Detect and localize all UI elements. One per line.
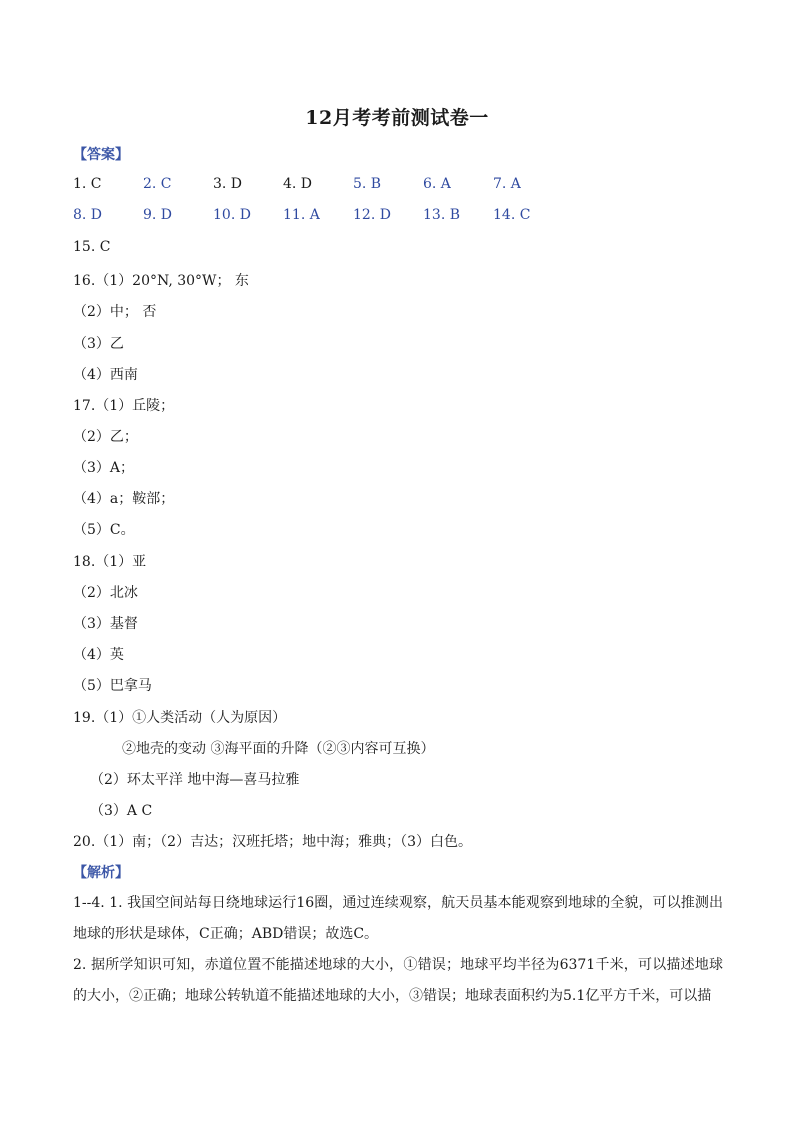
mc-answer: 14. C [493,207,531,223]
answer-line-16-3: （3）乙 [73,336,124,352]
answer-line-17-5: （5）C。 [73,522,135,538]
mc-answer: 12. D [353,207,391,223]
analysis-paragraph: 2. 据所学知识可知，赤道位置不能描述地球的大小，①错误；地球平均半径为6371千米，可以描述地球的大小，②正确；地球公转轨道不能描述地球的大小，③错误；地球表面积约为5.1亿平方千米，可以描 [73,957,723,1004]
answer-line-16: 16.（1）20°N, 30°W； 东 [73,273,249,289]
answer-section-label: 【答案】 [73,147,129,163]
mc-answer: 11. A [283,207,320,223]
answer-line-19: 19.（1）①人类活动（人为原因） [73,710,287,726]
mc-answer: 4. D [283,176,313,192]
answer-line-19-2: ②地壳的变动 ③海平面的升降（②③内容可互换） [122,741,435,757]
answer-line-18-2: （2）北冰 [73,585,138,601]
mc-answer: 10. D [213,207,251,223]
answer-line-18-5: （5）巴拿马 [73,678,152,694]
answer-line-19-4: （3）A C [90,803,153,819]
answer-line-17-4: （4）a；鞍部； [73,491,175,507]
mc-answer: 7. A [493,176,521,192]
mc-answer: 9. D [143,207,173,223]
mc-answer: 2. C [143,176,172,192]
mc-answer: 5. B [353,176,382,192]
answer-line-19-3: （2）环太平洋 地中海—喜马拉雅 [90,772,300,788]
mc-answer: 1. C [73,176,102,192]
answer-line-18-4: （4）英 [73,647,124,663]
mc-answer: 6. A [423,176,451,192]
page-title: 12月考考前测试卷一 [305,107,489,129]
answer-line-15: 15. C [73,239,111,255]
answer-line-18-3: （3）基督 [73,616,138,632]
analysis-paragraph: 1--4. 1. 我国空间站每日绕地球运行16圈，通过连续观察，航天员基本能观察到地球的全貌，可以推测出地球的形状是球体，C正确；ABD错误；故选C。 [73,895,723,942]
answer-line-16-2: （2）中； 否 [73,304,157,320]
answer-line-17-2: （2）乙； [73,429,138,445]
answer-line-18: 18.（1）亚 [73,554,147,570]
answer-line-16-4: （4）西南 [73,367,138,383]
analysis-section-label: 【解析】 [73,865,129,881]
mc-answer: 8. D [73,207,103,223]
answer-line-17-3: （3）A； [73,460,135,476]
mc-answer: 3. D [213,176,243,192]
mc-answer: 13. B [423,207,461,223]
answer-line-17: 17.（1）丘陵； [73,398,175,414]
answer-line-20: 20.（1）南；（2）吉达；汉班托塔；地中海；雅典；（3）白色。 [73,834,472,850]
